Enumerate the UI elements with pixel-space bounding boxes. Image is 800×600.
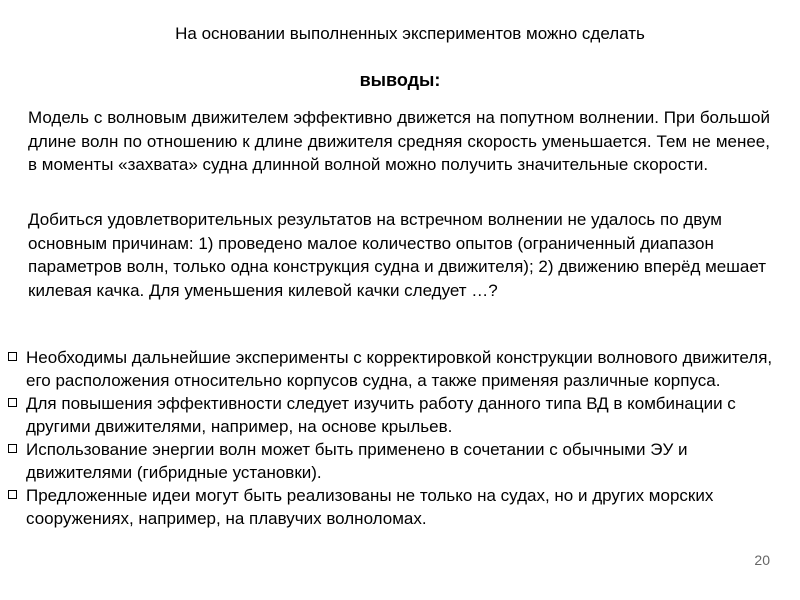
- list-item-text: Предложенные идеи могут быть реализованы не только на судах, но и других морских сооружениях, например, на плавучих волноломах.: [26, 486, 714, 528]
- checkbox-bullet-icon: [8, 444, 17, 453]
- slide-title-line-1: На основании выполненных экспериментов можно сделать: [175, 24, 645, 43]
- list-item: [8, 438, 780, 484]
- checkbox-bullet-icon: [8, 352, 17, 361]
- recommendations-list: [8, 346, 780, 530]
- conclusion-paragraph-head-waves: Добиться удовлетворительных результатов на встречном волнении не удалось по двум основным причинам: 1) проведено малое количество опытов (ограниченный диапазон параметров волн, только одна конструкция судна и движителя); 2) движению вперёд мешает килевая качка. Для уменьшения килевой качки следует …?: [28, 210, 767, 300]
- list-item-text: Для повышения эффективности следует изучить работу данного типа ВД в комбинации с другими движителями, например, на основе крыльев.: [26, 394, 736, 436]
- list-item: [8, 346, 780, 392]
- slide-title-line-2: выводы:: [359, 70, 441, 90]
- checkbox-bullet-icon: [8, 490, 17, 499]
- list-item: [8, 484, 780, 530]
- list-item: [8, 392, 780, 438]
- list-item-text: Использование энергии волн может быть применено в сочетании с обычными ЭУ и движителями (гибридные установки).: [26, 440, 688, 482]
- conclusion-paragraph-following-waves: Модель с волновым движителем эффективно движется на попутном волнении. При большой длине волн по отношению к длине движителя средняя скорость уменьшается. Тем не менее, в моменты «захвата» судна длинной волной можно получить значительные скорости.: [28, 108, 770, 174]
- page-number: 20: [754, 552, 770, 568]
- list-item-text: Необходимы дальнейшие эксперименты с корректировкой конструкции волнового движителя, его расположения относительно корпусов судна, а также применяя различные корпуса.: [26, 348, 773, 390]
- checkbox-bullet-icon: [8, 398, 17, 407]
